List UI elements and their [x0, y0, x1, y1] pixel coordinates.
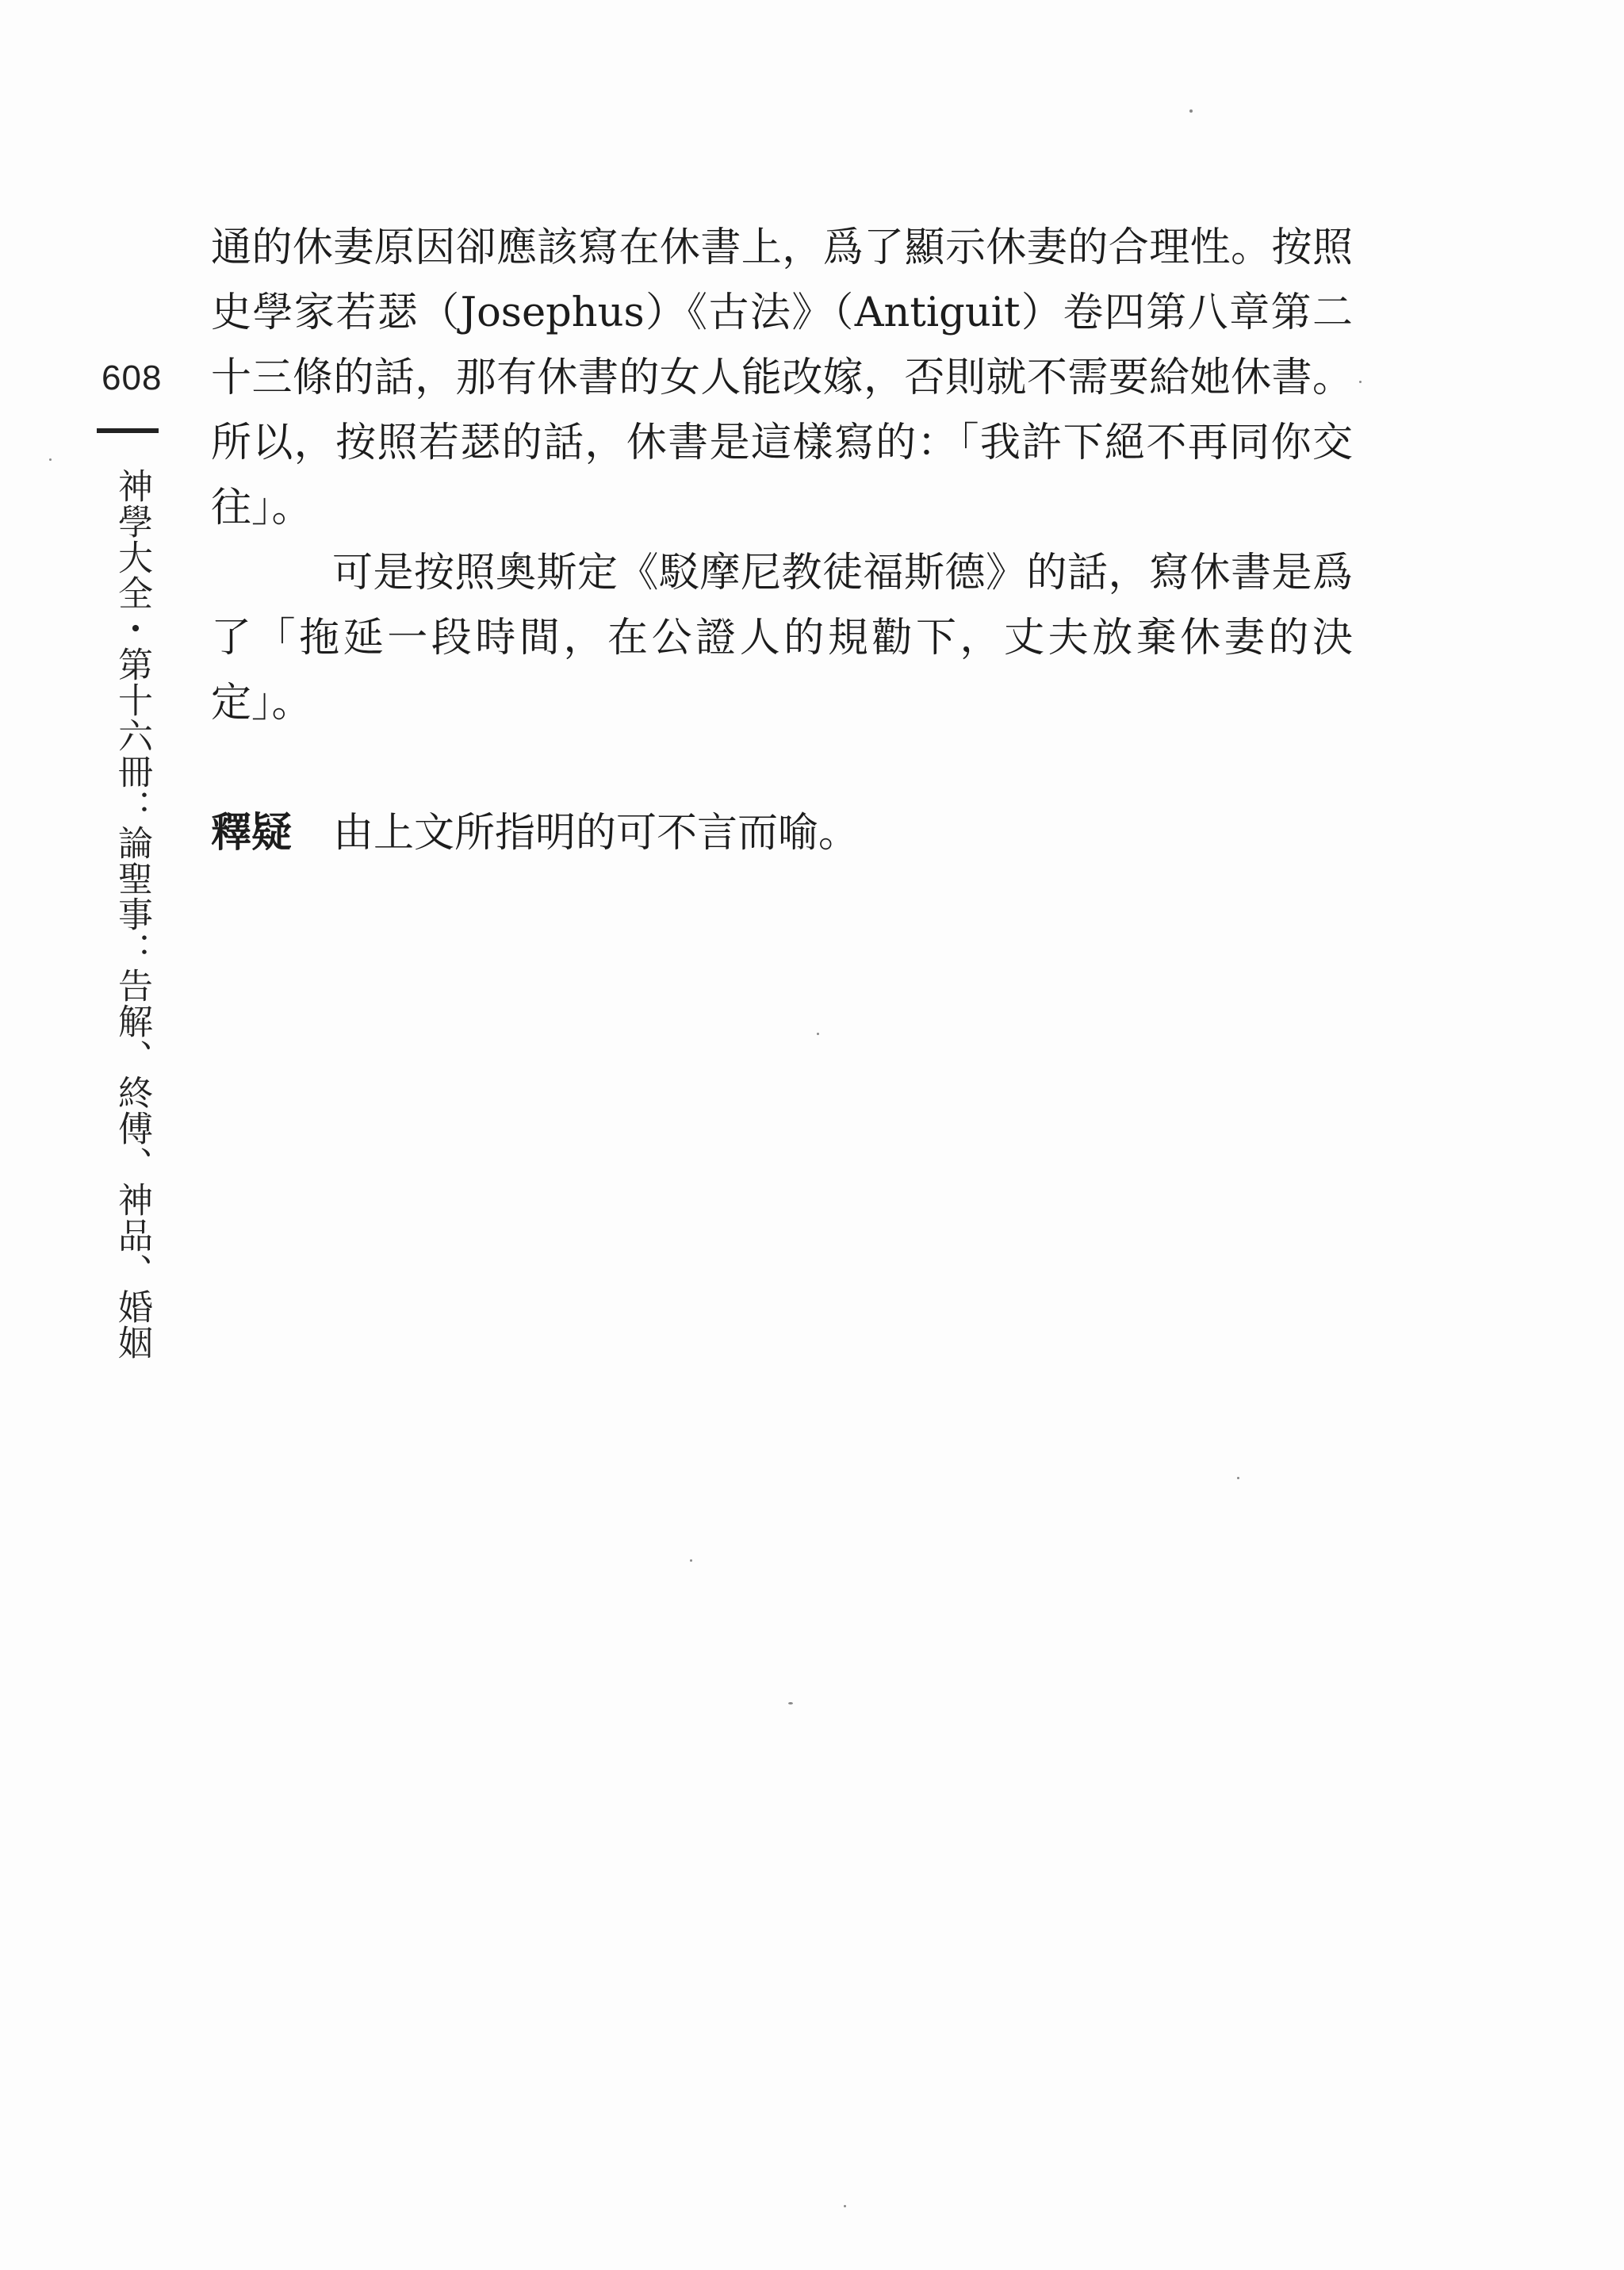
scan-speck: [49, 458, 52, 461]
running-title: 神學大全・第十六冊：論聖事：告解、終傅、神品、婚姻: [112, 468, 152, 1360]
scan-speck: [1359, 381, 1362, 383]
scan-speck: [844, 2205, 846, 2207]
body-text: [211, 216, 1353, 866]
reply-text: 由上文所指明的可不言而喻。: [333, 810, 860, 857]
page-number-rule: [97, 428, 159, 433]
page-number: 608: [102, 359, 163, 397]
scan-speck: [788, 1702, 793, 1704]
scan-speck: [690, 1559, 692, 1562]
reply-paragraph: [211, 801, 1353, 866]
scan-speck: [1189, 109, 1193, 113]
paragraph-2: 可是按照奧斯定《駁摩尼教徒福斯德》的話，寫休書是爲了「拖延一段時間，在公證人的規勸下，丈夫放棄休妻的決定」。: [211, 550, 1353, 727]
reply-label: 釋疑: [211, 810, 293, 857]
scan-speck: [1237, 1477, 1239, 1479]
paragraph-1: 通的休妻原因卻應該寫在休書上，爲了顯示休妻的合理性。按照史學家若瑟（Josephus）《古法》（Antiguit）卷四第八章第二十三條的話，那有休書的女人能改嫁，否則就不需要給她休書。所以，按照若瑟的話，休書是這樣寫的：「我許下絕不再同你交往」。: [211, 224, 1353, 531]
scan-speck: [817, 1033, 819, 1035]
